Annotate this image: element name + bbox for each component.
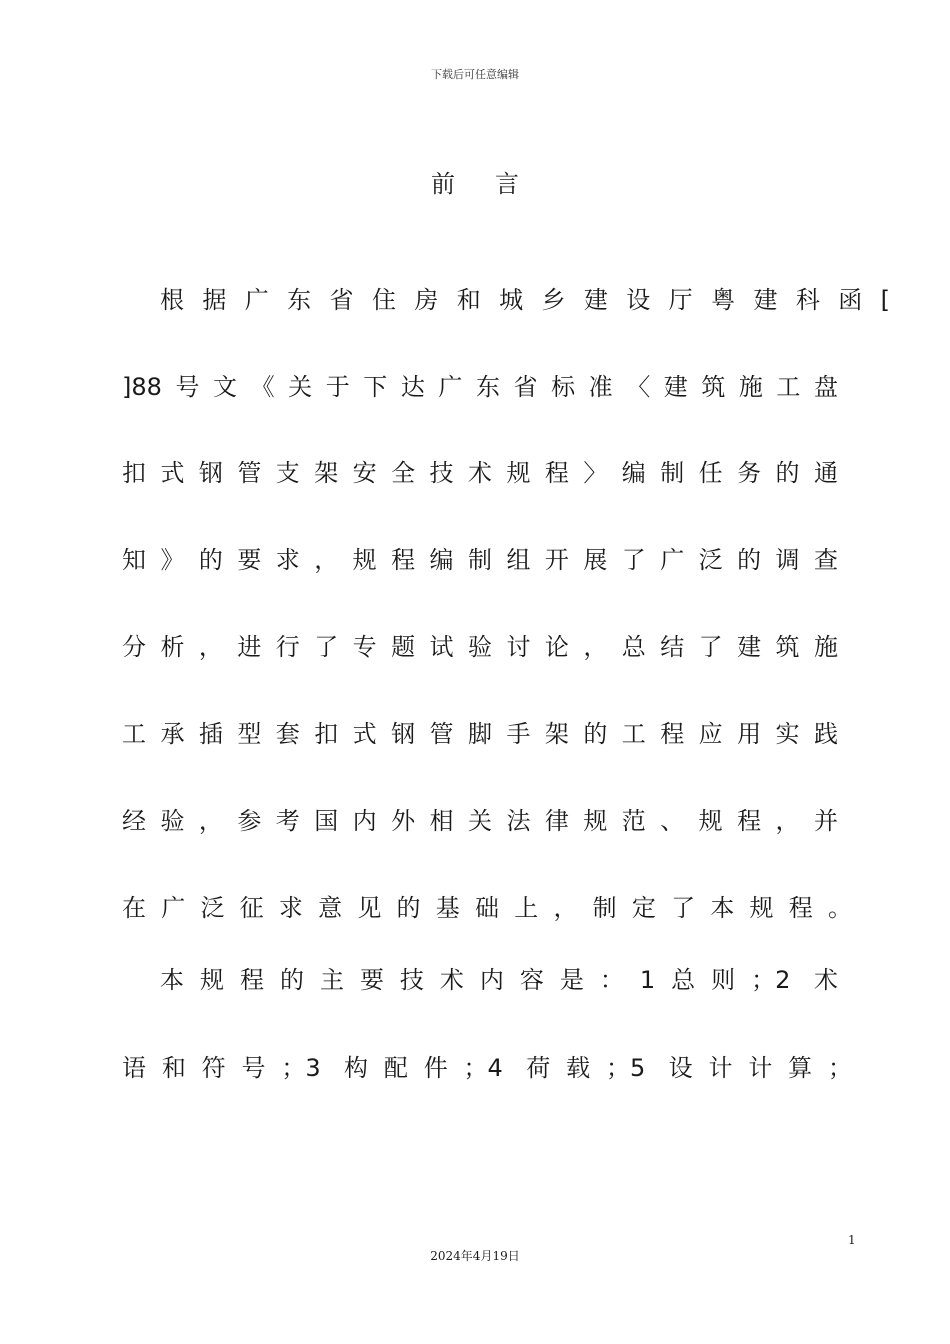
- paragraph-line: 扣式钢管支架安全技术规程〉编制任务的通: [122, 459, 838, 487]
- paragraph-line: 本规程的主要技术内容是：1总则；2 术: [160, 966, 838, 994]
- paragraph-line: 工承插型套扣式钢管脚手架的工程应用实践: [122, 720, 838, 748]
- paragraph-line: 语和符号；3 构配件；4 荷载；5 设计计算；: [122, 1054, 852, 1082]
- paragraph-line: ]88号文《关于下达广东省标准〈建筑施工盘: [122, 373, 838, 401]
- paragraph-line: 根据广东省住房和城乡建设厅粤建科函[: [160, 286, 890, 314]
- footer-date: 2024年4月19日: [430, 1249, 520, 1263]
- paragraph-line: 分析，进行了专题试验讨论，总结了建筑施: [122, 633, 838, 661]
- header-note: 下载后可任意编辑: [431, 68, 519, 81]
- page-title: 前言: [431, 170, 559, 198]
- paragraph-line: 知》的要求，规程编制组开展了广泛的调查: [122, 546, 838, 574]
- paragraph-line: 经验，参考国内外相关法律规范、规程，并: [122, 807, 838, 835]
- paragraph-line: 在广泛征求意见的基础上，制定了本规程。: [122, 894, 852, 922]
- page-number: 1: [848, 1233, 856, 1247]
